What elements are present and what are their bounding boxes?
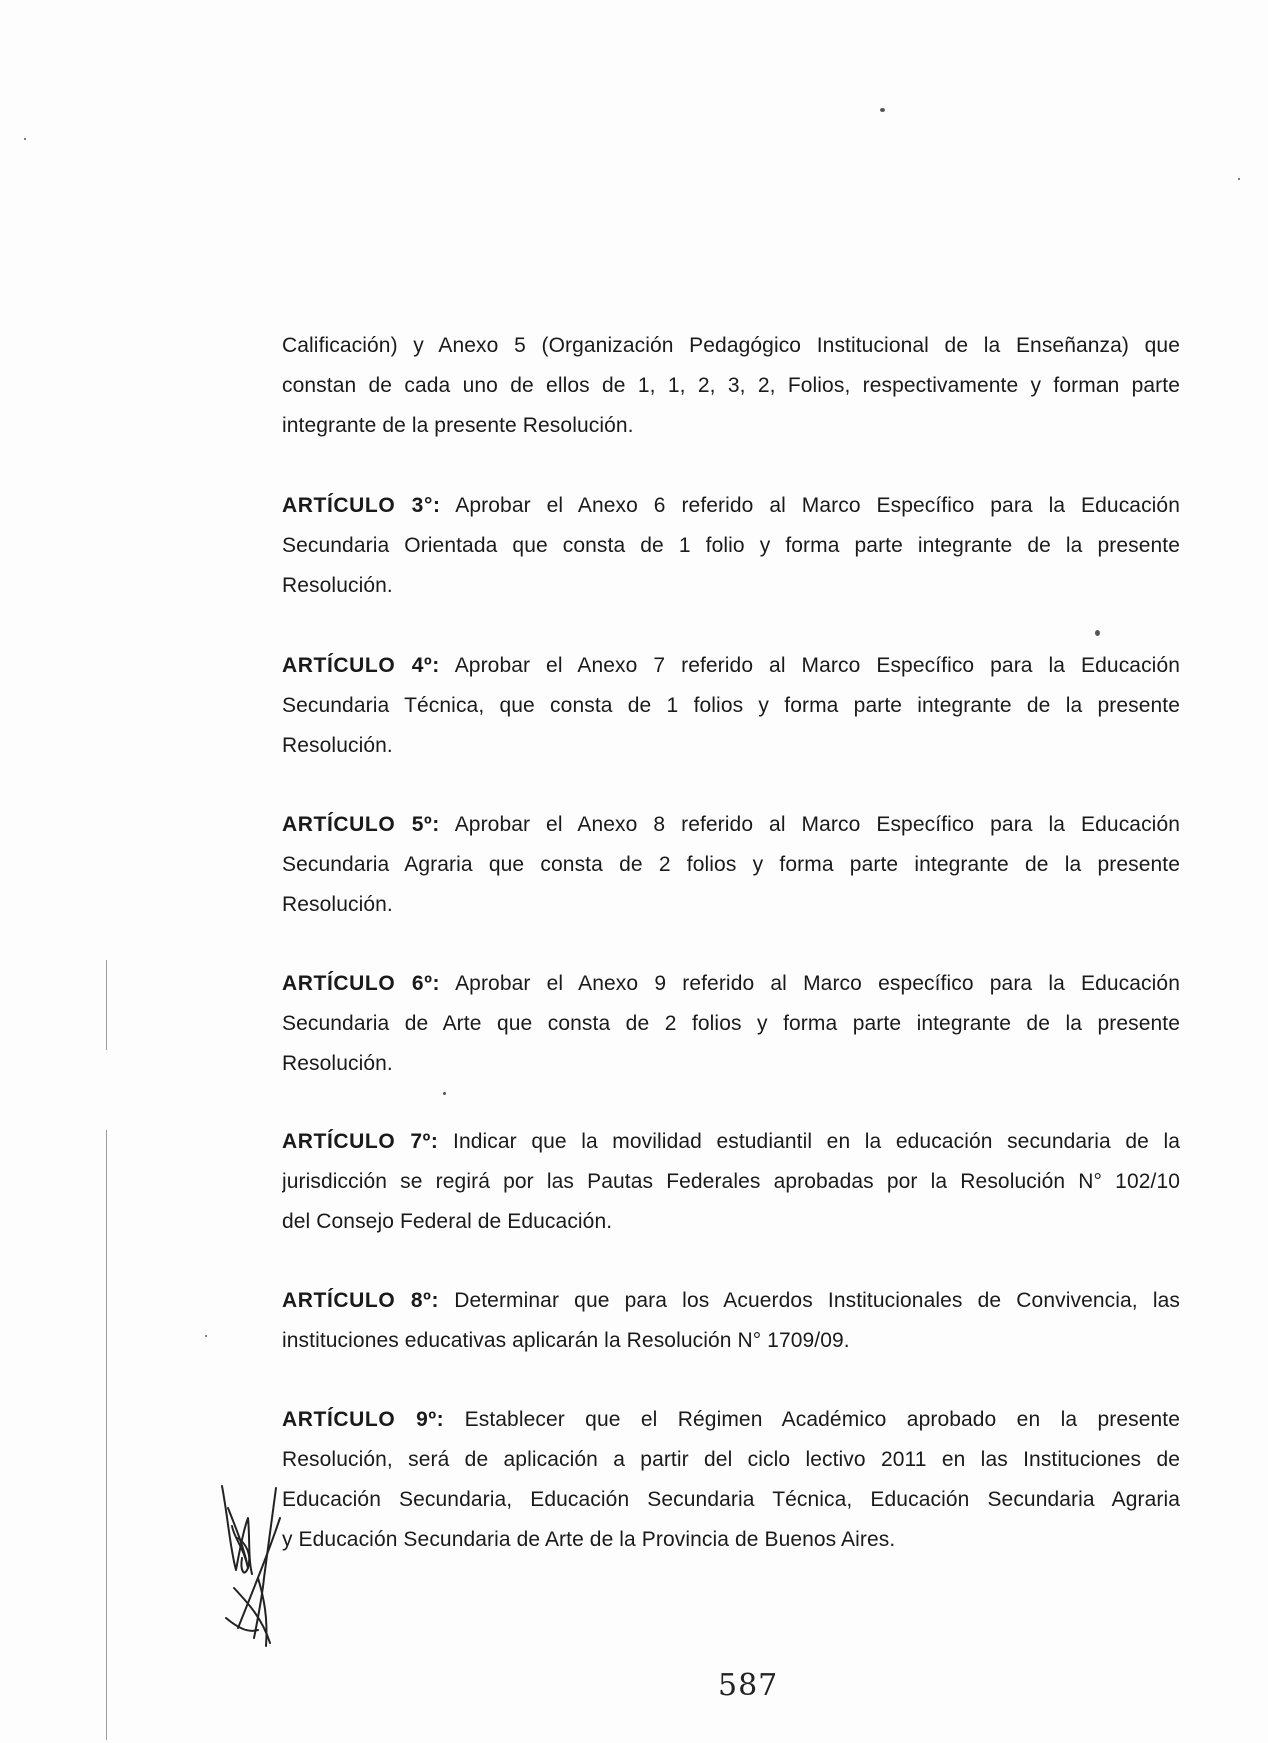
article-9 — [282, 1400, 1180, 1560]
margin-rule-upper — [106, 960, 107, 1050]
article-text: Aprobar el Anexo 8 referido al Marco Específico para la Educación — [454, 813, 1180, 836]
article-line: instituciones educativas aplicarán la Resolución N° 1709/09. — [282, 1329, 850, 1352]
scan-speck — [880, 108, 885, 112]
article-label: ARTÍCULO 6º: — [282, 972, 441, 995]
article-line: Resolución. — [282, 574, 393, 597]
scan-speck — [1238, 178, 1240, 180]
scan-speck — [1095, 630, 1100, 636]
article-line: Resolución, será de aplicación a partir del ciclo lectivo 2011 en las Instituciones de — [282, 1448, 1180, 1471]
scan-speck — [443, 1092, 446, 1095]
page-number: 587 — [718, 1668, 779, 1703]
scan-speck — [24, 138, 26, 140]
article-text: Determinar que para los Acuerdos Institucionales de Convivencia, las — [454, 1289, 1180, 1312]
scan-speck — [205, 1335, 207, 1337]
article-8 — [282, 1281, 1180, 1361]
article-text: Aprobar el Anexo 7 referido al Marco Específico para la Educación — [454, 654, 1180, 677]
article-line: Secundaria Técnica, que consta de 1 folios y forma parte integrante de la presente — [282, 694, 1180, 717]
article-label: ARTÍCULO 8º: — [282, 1289, 440, 1312]
article-label: ARTÍCULO 4º: — [282, 654, 440, 677]
article-line: Secundaria de Arte que consta de 2 folios y forma parte integrante de la presente — [282, 1012, 1180, 1035]
article-line: Secundaria Orientada que consta de 1 folio y forma parte integrante de la presente — [282, 534, 1180, 557]
article-line: Resolución. — [282, 1052, 393, 1075]
intro-line: Calificación) y Anexo 5 (Organización Pedagógico Institucional de la Enseñanza) que — [282, 334, 1180, 357]
article-5 — [282, 805, 1180, 925]
article-line: Resolución. — [282, 734, 393, 757]
article-label: ARTÍCULO 3°: — [282, 494, 441, 517]
margin-rule-lower — [106, 1130, 107, 1740]
article-label: ARTÍCULO 5º: — [282, 813, 440, 836]
intro-line: integrante de la presente Resolución. — [282, 414, 634, 437]
article-7 — [282, 1122, 1180, 1242]
article-3 — [282, 486, 1180, 606]
article-line: jurisdicción se regirá por las Pautas Federales aprobadas por la Resolución N° 102/10 — [282, 1170, 1180, 1193]
article-line: del Consejo Federal de Educación. — [282, 1210, 613, 1233]
article-6 — [282, 964, 1180, 1084]
handwritten-signature — [218, 1478, 298, 1648]
article-line: Resolución. — [282, 893, 393, 916]
article-label: ARTÍCULO 9º: — [282, 1408, 445, 1431]
article-4 — [282, 646, 1180, 766]
article-line: Secundaria Agraria que consta de 2 folios y forma parte integrante de la presente — [282, 853, 1180, 876]
intro-line: constan de cada uno de ellos de 1, 1, 2, 3, 2, Folios, respectivamente y forman parte — [282, 374, 1180, 397]
article-label: ARTÍCULO 7º: — [282, 1130, 439, 1153]
article-line: Educación Secundaria, Educación Secundaria Técnica, Educación Secundaria Agraria — [282, 1488, 1180, 1511]
article-line: y Educación Secundaria de Arte de la Provincia de Buenos Aires. — [282, 1528, 896, 1551]
article-text: Establecer que el Régimen Académico aprobado en la presente — [464, 1408, 1180, 1431]
article-text: Indicar que la movilidad estudiantil en la educación secundaria de la — [453, 1130, 1180, 1153]
article-text: Aprobar el Anexo 9 referido al Marco específico para la Educación — [455, 972, 1180, 995]
article-text: Aprobar el Anexo 6 referido al Marco Específico para la Educación — [455, 494, 1180, 517]
intro-paragraph — [282, 326, 1180, 446]
